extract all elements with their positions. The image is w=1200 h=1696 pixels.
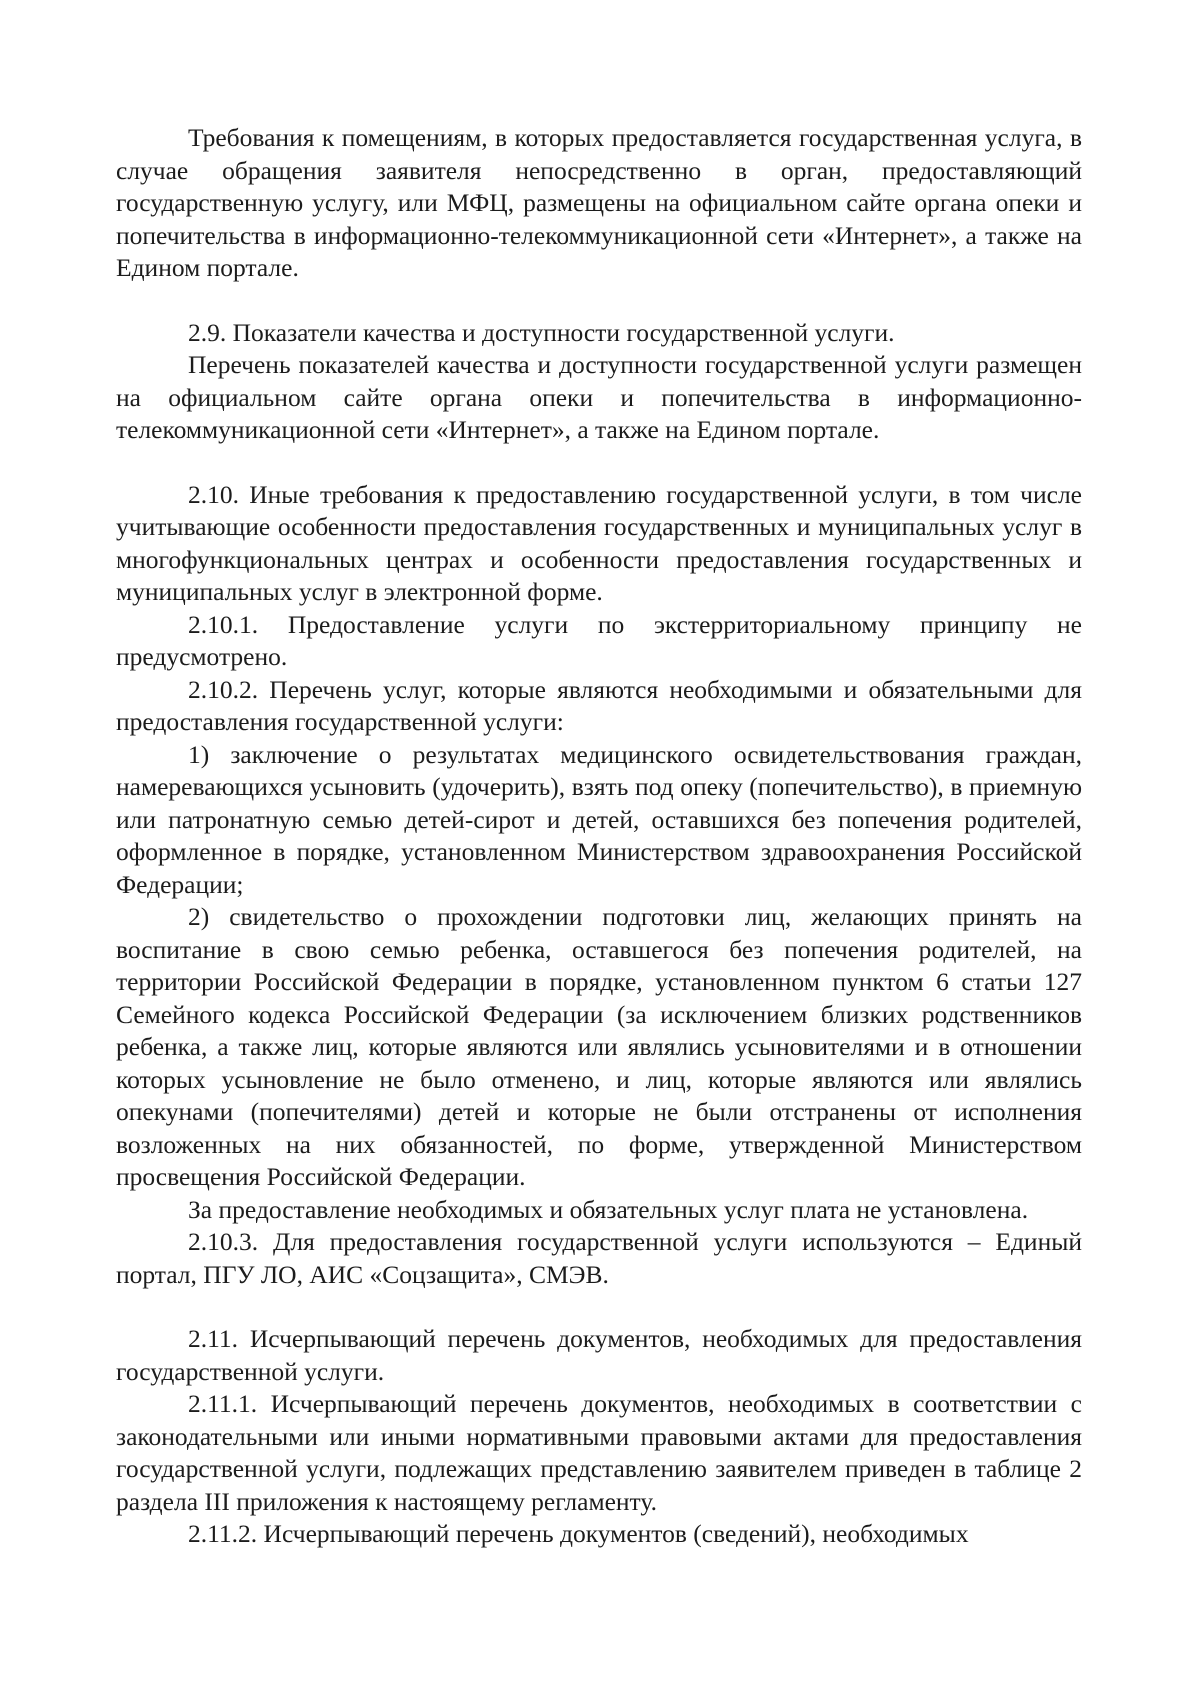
heading-2-9-quality-indicators: 2.9. Показатели качества и доступности государственной услуги. (188, 317, 895, 347)
paragraph-no-fee: За предоставление необходимых и обязательных услуг плата не установлена. (188, 1194, 1029, 1224)
paragraph-2-11-1: 2.11.1. Исчерпывающий перечень документов, необходимых в соответствии с законодательными или иными нормативными правовыми актами для предоставления государственной услуги, подлежащих представлению заявителем приведен в таблице 2 раздела III приложения к настоящему регламенту. (116, 1389, 1082, 1516)
document-body (116, 122, 1082, 1551)
paragraph-premises-requirements: Требования к помещениям, в которых предоставляется государственная услуга, в случае обращения заявителя непосредственно в орган, предоставляющий государственную услугу, или МФЦ, размещены на официальном сайте органа опеки и попечительства в информационно-телекоммуникационной сети «Интернет», а также на Едином портале. (116, 123, 1082, 282)
paragraph-2-10-1: 2.10.1. Предоставление услуги по экстерриториальному принципу не предусмотрено. (116, 609, 1082, 671)
paragraph-2-10-3: 2.10.3. Для предоставления государственной услуги используются – Единый портал, ПГУ ЛО, АИС «Соцзащита», СМЭВ. (116, 1227, 1082, 1289)
paragraph-2-11-2: 2.11.2. Исчерпывающий перечень документов (сведений), необходимых (188, 1519, 969, 1548)
list-item-1-medical-certificate: 1) заключение о результатах медицинского освидетельствования граждан, намеревающихся усыновить (удочерить), взять под опеку (попечительство), в приемную или патронатную семью детей-сирот и детей, оставшихся без попечения родителей, оформленное в порядке, установленном Министерством здравоохранения Российской Федерации; (116, 739, 1082, 899)
heading-2-10-other-requirements: 2.10. Иные требования к предоставлению государственной услуги, в том числе учитывающие особенности предоставления государственных и муниципальных услуг в многофункциональных центрах и особенности предоставления государственных и муниципальных услуг в электронной форме. (116, 479, 1082, 606)
paragraph-2-10-2: 2.10.2. Перечень услуг, которые являются необходимыми и обязательными для предоставления государственной услуги: (116, 674, 1082, 736)
list-item-2-training-certificate: 2) свидетельство о прохождении подготовки лиц, желающих принять на воспитание в свою семью ребенка, оставшегося без попечения родителей, на территории Российской Федерации в порядке, установленном пунктом 6 статьи 127 Семейного кодекса Российской Федерации (за исключением близких родственников ребенка, а также лиц, которые являются или являлись усыновителями и в отношении которых усыновление не было отменено, и лиц, которые являются или являлись опекунами (попечителями) детей и которые не были отстранены от исполнения возложенных на них обязанностей, по форме, утвержденной Министерством просвещения Российской Федерации. (116, 902, 1082, 1191)
heading-2-11-documents-list: 2.11. Исчерпывающий перечень документов, необходимых для предоставления государственной услуги. (116, 1324, 1082, 1386)
paragraph-quality-indicators-list: Перечень показателей качества и доступности государственной услуги размещен на официальном сайте органа опеки и попечительства в информационно-телекоммуникационной сети «Интернет», а также на Едином портале. (116, 350, 1082, 444)
